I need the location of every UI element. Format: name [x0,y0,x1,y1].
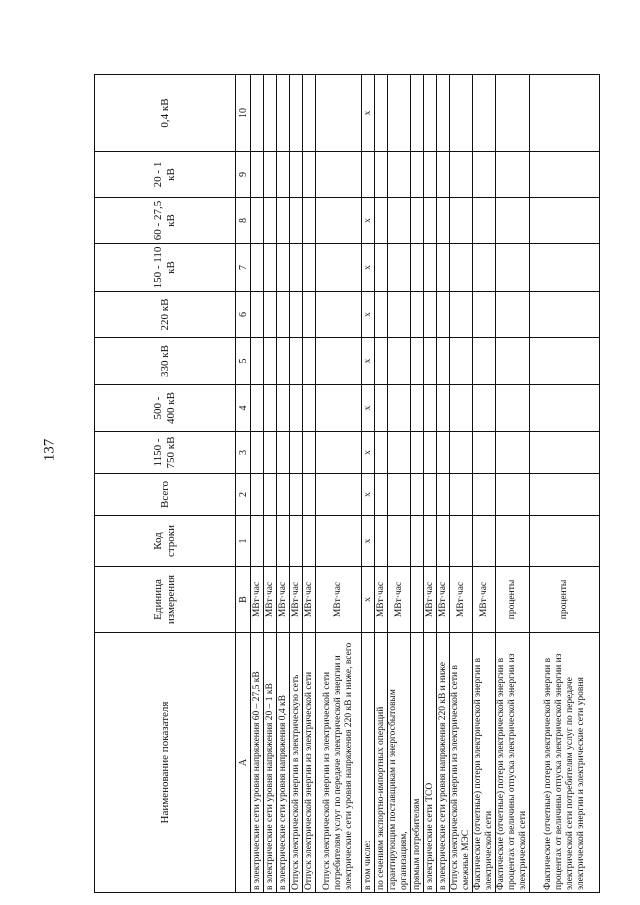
value-cell [375,244,388,292]
value-cell [437,292,450,338]
unit-cell: МВт·час [375,567,388,633]
table-row [424,75,437,893]
indicator-name: в электрические сети уровня напряжения 60 – 27,5 кВ [251,633,264,893]
column-header: 330 кВ [95,338,236,385]
value-cell [411,292,424,338]
value-cell [496,385,530,432]
value-cell [251,516,264,567]
unit-cell: МВт·час [303,567,316,633]
column-header: Наименование показателя [95,633,236,893]
value-cell [437,338,450,385]
value-cell [437,75,450,152]
value-cell [473,292,496,338]
value-cell [290,385,303,432]
value-cell [251,198,264,244]
value-cell [375,474,388,516]
value-cell [411,198,424,244]
value-cell [316,432,362,474]
value-cell [473,516,496,567]
unit-cell: МВт·час [388,567,411,633]
value-cell [303,474,316,516]
value-cell [290,292,303,338]
value-cell [277,292,290,338]
value-cell [388,516,411,567]
value-cell: х [362,516,375,567]
column-header: 0,4 кВ [95,75,236,152]
value-cell [411,244,424,292]
value-cell [251,75,264,152]
value-cell [388,292,411,338]
indicator-name: в электрические сети уровня напряжения 0,4 кВ [277,633,290,893]
value-cell: х [362,432,375,474]
value-cell [251,292,264,338]
value-cell [388,75,411,152]
table-row [303,75,316,893]
value-cell [251,244,264,292]
table-row [388,75,411,893]
value-cell [450,385,473,432]
value-cell [496,244,530,292]
value-cell [303,385,316,432]
column-number: 7 [236,244,251,292]
value-cell [251,152,264,198]
value-cell [437,244,450,292]
value-cell [264,432,277,474]
value-cell [496,516,530,567]
value-cell [450,432,473,474]
column-number: 5 [236,338,251,385]
value-cell [303,338,316,385]
value-cell [375,152,388,198]
value-cell [437,385,450,432]
value-cell [264,198,277,244]
value-cell [316,338,362,385]
table-row [316,75,362,893]
value-cell [316,152,362,198]
table-row [264,75,277,893]
indicator-name: в электрические сети уровня напряжения 20 – 1 кВ [264,633,277,893]
table-row [496,75,530,893]
unit-cell [411,567,424,633]
table-row [277,75,290,893]
value-cell [424,385,437,432]
column-number: 2 [236,474,251,516]
value-cell [264,152,277,198]
value-cell [264,474,277,516]
table-row [290,75,303,893]
unit-cell: проценты [530,567,600,633]
value-cell [375,75,388,152]
value-cell [362,152,375,198]
value-cell [530,75,600,152]
value-cell: х [362,75,375,152]
value-cell [424,432,437,474]
value-cell [450,244,473,292]
value-cell [437,474,450,516]
indicator-name: в том числе: [362,633,375,893]
value-cell [424,516,437,567]
value-cell [473,338,496,385]
value-cell [530,152,600,198]
value-cell [316,292,362,338]
value-cell: х [362,292,375,338]
page-number: 137 [41,438,58,462]
value-cell [530,474,600,516]
value-cell [264,385,277,432]
unit-cell: МВт·час [424,567,437,633]
value-cell [496,152,530,198]
column-number: 9 [236,152,251,198]
unit-cell: МВт·час [264,567,277,633]
unit-cell: МВт·час [473,567,496,633]
value-cell [411,516,424,567]
value-cell [530,244,600,292]
table-row [450,75,473,893]
value-cell [251,338,264,385]
value-cell [303,198,316,244]
indicator-name: гарантирующим поставщикам и энергосбытовым организациям, [388,633,411,893]
column-number: А [236,633,251,893]
value-cell [290,198,303,244]
value-cell [375,338,388,385]
column-number: 6 [236,292,251,338]
value-cell [316,474,362,516]
value-cell: х [362,338,375,385]
value-cell [316,516,362,567]
value-cell [496,432,530,474]
value-cell [411,432,424,474]
value-cell [251,385,264,432]
value-cell [411,338,424,385]
header-row [95,75,236,893]
indicator-name: Фактические (отчетные) потери электрической энергии в электрической сети [473,633,496,893]
value-cell [450,474,473,516]
unit-cell: МВт·час [450,567,473,633]
column-header: 60 - 27,5 кВ [95,198,236,244]
value-cell [437,152,450,198]
indicator-name: в электрические сети уровня напряжения 220 кВ и ниже [437,633,450,893]
value-cell [316,75,362,152]
value-cell [411,152,424,198]
value-cell [530,516,600,567]
value-cell [473,244,496,292]
value-cell [290,244,303,292]
value-cell [277,338,290,385]
value-cell [411,75,424,152]
value-cell: х [362,244,375,292]
value-cell [316,244,362,292]
value-cell [388,198,411,244]
column-number-row [236,75,251,893]
value-cell [277,432,290,474]
value-cell [473,75,496,152]
value-cell [290,75,303,152]
value-cell [473,474,496,516]
value-cell [530,198,600,244]
value-cell [496,198,530,244]
column-number: 8 [236,198,251,244]
column-header: 1150 - 750 кВ [95,432,236,474]
value-cell [424,292,437,338]
value-cell [530,292,600,338]
value-cell [316,198,362,244]
value-cell [277,516,290,567]
value-cell [264,244,277,292]
value-cell [303,516,316,567]
column-number: 1 [236,516,251,567]
rotated-table-wrapper [94,75,600,893]
unit-cell: МВт·час [277,567,290,633]
value-cell [375,385,388,432]
table-row [437,75,450,893]
table-row [411,75,424,893]
value-cell [290,474,303,516]
table-row [473,75,496,893]
indicator-name: Отпуск электрической энергии в электрическую сеть [290,633,303,893]
column-header: 150 - 110 кВ [95,244,236,292]
value-cell [530,432,600,474]
value-cell [424,75,437,152]
value-cell [450,152,473,198]
indicator-name: в электрические сети ТСО [424,633,437,893]
value-cell [530,338,600,385]
unit-cell: проценты [496,567,530,633]
column-header: Код строки [95,516,236,567]
column-header: Всего [95,474,236,516]
unit-cell: МВт·час [290,567,303,633]
column-header: 20 - 1 кВ [95,152,236,198]
value-cell [303,152,316,198]
value-cell [375,292,388,338]
value-cell [424,474,437,516]
indicator-name: Фактические (отчетные) потери электрической энергии в процентах от величины отпуска электрической энергии из электрической сети потребителям услуг по передаче электрической энергии и электрические сети уровня [530,633,600,893]
indicator-name: Фактические (отчетные) потери электрической энергии в процентах от величины отпуска электрической энергии из электрической сети [496,633,530,893]
value-cell [424,152,437,198]
value-cell [316,385,362,432]
value-cell [388,338,411,385]
value-cell [303,292,316,338]
value-cell [424,198,437,244]
value-cell [473,432,496,474]
value-cell [277,75,290,152]
column-number: 10 [236,75,251,152]
table-row [362,75,375,893]
table-body [251,75,600,893]
indicator-name: Отпуск электрической энергии из электрической сети потребителям услуг по передаче электрической энергии и электрические сети уровня напряжения 220 кВ и ниже, всего [316,633,362,893]
value-cell [450,338,473,385]
indicator-name: Отпуск электрической энергии из электрической сети в смежные МЭС [450,633,473,893]
value-cell [388,152,411,198]
value-cell [277,385,290,432]
value-cell [290,432,303,474]
value-cell [251,474,264,516]
column-header: 220 кВ [95,292,236,338]
value-cell [290,516,303,567]
value-cell [437,198,450,244]
value-cell [290,338,303,385]
value-cell [437,516,450,567]
value-cell [411,385,424,432]
value-cell [375,198,388,244]
table-row [375,75,388,893]
unit-cell: МВт·час [437,567,450,633]
value-cell [251,432,264,474]
value-cell [264,516,277,567]
value-cell [424,338,437,385]
value-cell [277,474,290,516]
column-number: 4 [236,385,251,432]
value-cell [450,292,473,338]
indicator-table [94,74,600,893]
value-cell [277,198,290,244]
value-cell [530,385,600,432]
unit-cell: МВт·час [251,567,264,633]
value-cell [473,198,496,244]
value-cell [496,292,530,338]
value-cell [437,432,450,474]
value-cell [411,474,424,516]
value-cell [388,244,411,292]
value-cell [264,338,277,385]
value-cell [388,385,411,432]
value-cell: х [362,198,375,244]
value-cell [264,292,277,338]
value-cell [303,244,316,292]
column-header: Единица измерения [95,567,236,633]
value-cell [388,432,411,474]
indicator-name: по сечениям экспортно-импортных операций [375,633,388,893]
indicator-name: прямым потребителям [411,633,424,893]
value-cell [450,75,473,152]
value-cell: х [362,385,375,432]
value-cell [450,516,473,567]
value-cell [473,152,496,198]
table-row [251,75,264,893]
value-cell [496,474,530,516]
value-cell [290,152,303,198]
indicator-name: Отпуск электрической энергии из электрической сети [303,633,316,893]
value-cell [375,432,388,474]
value-cell [496,338,530,385]
value-cell [303,75,316,152]
value-cell [424,244,437,292]
value-cell [496,75,530,152]
column-number: 3 [236,432,251,474]
value-cell [388,474,411,516]
unit-cell: МВт·час [316,567,362,633]
table-row [530,75,600,893]
unit-cell: х [362,567,375,633]
column-number: В [236,567,251,633]
value-cell [277,244,290,292]
value-cell [277,152,290,198]
value-cell [450,198,473,244]
value-cell [303,432,316,474]
column-header: 500 - 400 кВ [95,385,236,432]
value-cell [473,385,496,432]
value-cell: х [362,474,375,516]
value-cell [375,516,388,567]
value-cell [264,75,277,152]
